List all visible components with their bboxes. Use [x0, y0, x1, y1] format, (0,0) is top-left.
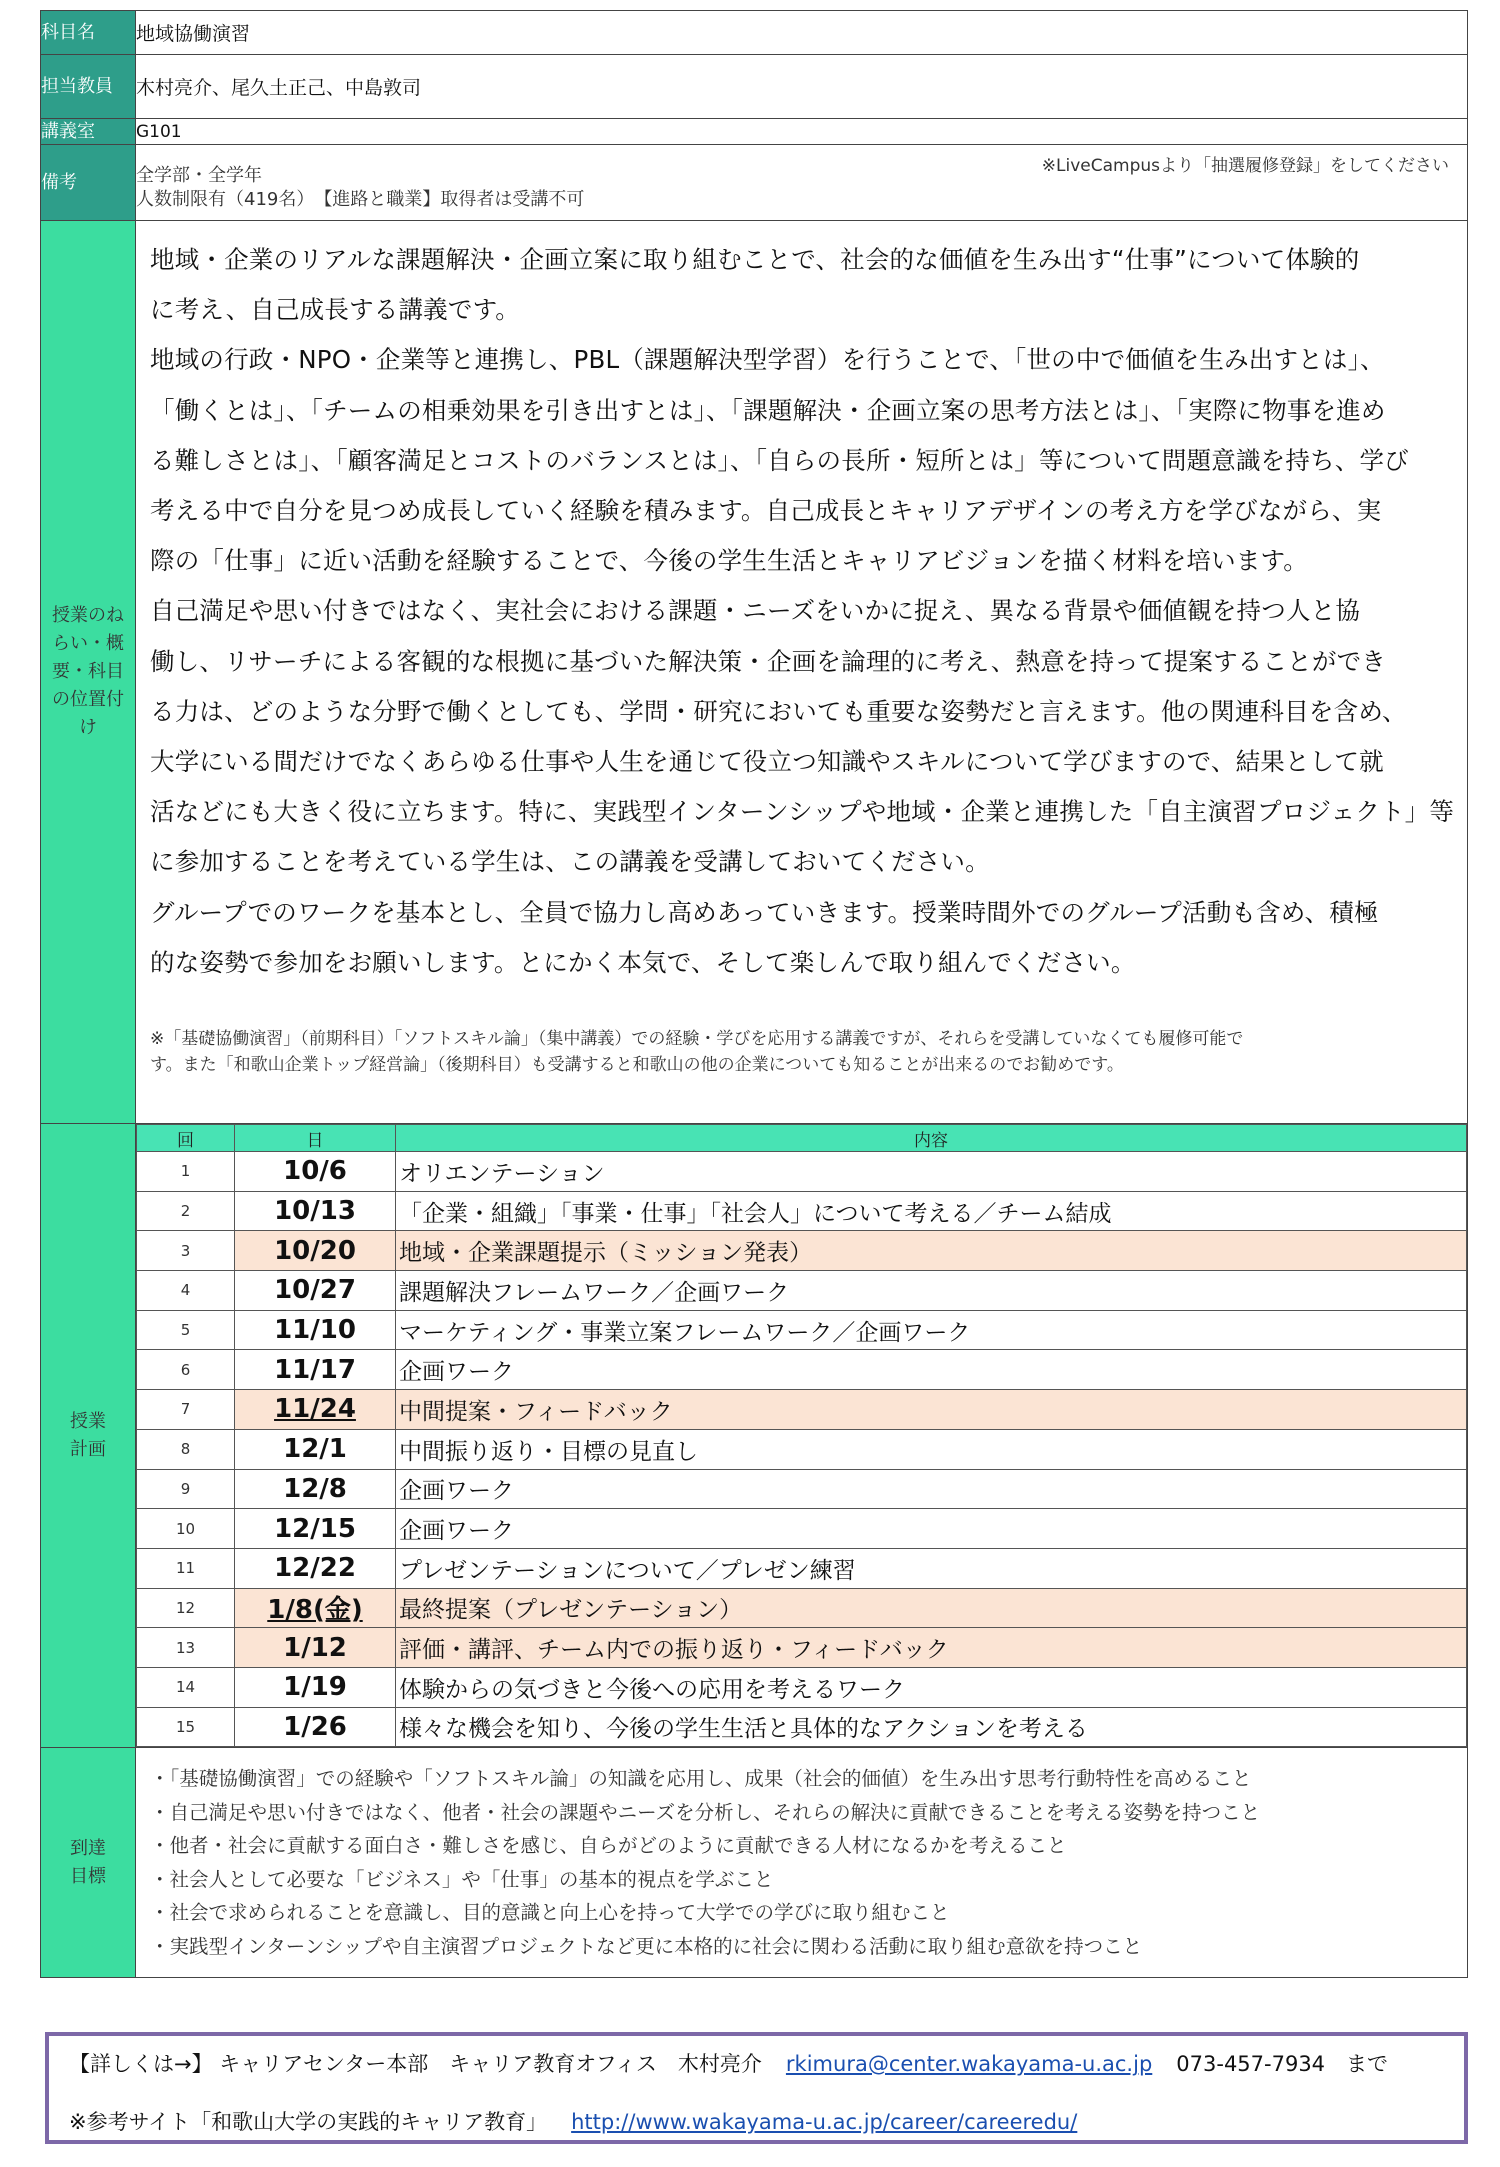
session-date: 11/24: [235, 1390, 396, 1430]
session-date: 12/15: [235, 1509, 396, 1549]
overview-body: [136, 221, 1468, 1124]
room-value: G101: [136, 119, 1468, 145]
overview-line: グループでのワークを基本とし、全員で協力し高めあっていきます。授業時間外でのグループ活動も含め、積極: [150, 897, 1379, 927]
contact-phone: 073-457-7934 まで: [1176, 2052, 1389, 2076]
schedule-header: [137, 1125, 1467, 1152]
schedule-row: [137, 1628, 1467, 1668]
session-content: 中間提案・フィードバック: [396, 1390, 1467, 1430]
session-content: 様々な機会を知り、今後の学生生活と具体的なアクションを考える: [396, 1707, 1467, 1747]
schedule-row: [137, 1667, 1467, 1707]
site-prefix: ※参考サイト「和歌山大学の実践的キャリア教育」: [69, 2110, 548, 2134]
session-number: 12: [137, 1588, 235, 1628]
schedule-row: [137, 1350, 1467, 1390]
overview-line: る難しさとは」、「顧客満足とコストのバランスとは」、「自らの長所・短所とは」等について問題意識を持ち、学び: [150, 445, 1409, 475]
subject-value: 地域協働演習: [136, 11, 1468, 55]
session-number: 9: [137, 1469, 235, 1509]
remarks-label: 備考: [41, 145, 136, 221]
session-date: 11/17: [235, 1350, 396, 1390]
session-date: 10/20: [235, 1231, 396, 1271]
schedule-row: [137, 1429, 1467, 1469]
session-content: オリエンテーション: [396, 1152, 1467, 1192]
overview-line: 考える中で自分を見つめ成長していく経験を積みます。自己成長とキャリアデザインの考え方を学びながら、実: [150, 496, 1382, 526]
remarks-line-2: 人数制限有（419名） 【進路と職業】取得者は受講不可: [136, 188, 585, 210]
room-label: 講義室: [41, 119, 136, 145]
session-date: 10/6: [235, 1152, 396, 1192]
schedule-row: [137, 1509, 1467, 1549]
schedule-row: [137, 1231, 1467, 1271]
subject-label: 科目名: [41, 11, 136, 55]
schedule-row: [137, 1588, 1467, 1628]
session-content: 課題解決フレームワーク／企画ワーク: [396, 1271, 1467, 1311]
goal-item: ・「基礎協働演習」での経験や「ソフトスキル論」の知識を応用し、成果（社会的価値）を生み出す思考行動特性を高めること: [150, 1767, 1252, 1791]
remarks-line-1: 全学部・全学年: [136, 164, 262, 186]
session-number: 7: [137, 1390, 235, 1430]
lottery-notice: ※LiveCampusより「抽選履修登録」をしてください: [1041, 156, 1449, 176]
overview-label: 授業のねらい・概要・科目の位置付け: [41, 221, 136, 1124]
teacher-label: 担当教員: [41, 55, 136, 119]
overview-line: 地域の行政・NPO・企業等と連携し、PBL（課題解決型学習）を行うことで、「世の中で価値を生み出すとは」、: [150, 345, 1385, 375]
session-date: 1/26: [235, 1707, 396, 1747]
session-content: 評価・講評、チーム内での振り返り・フィードバック: [396, 1628, 1467, 1668]
header-content: 内容: [396, 1125, 1467, 1152]
session-number: 13: [137, 1628, 235, 1668]
session-number: 6: [137, 1350, 235, 1390]
session-date: 11/10: [235, 1310, 396, 1350]
session-date: 10/13: [235, 1191, 396, 1231]
session-date: 12/22: [235, 1548, 396, 1588]
session-content: 「企業・組織」「事業・仕事」「社会人」について考える／チーム結成: [396, 1191, 1467, 1231]
session-content: マーケティング・事業立案フレームワーク／企画ワーク: [396, 1310, 1467, 1350]
schedule-row: [137, 1271, 1467, 1311]
session-number: 11: [137, 1548, 235, 1588]
schedule-row: [137, 1548, 1467, 1588]
career-site-link[interactable]: http://www.wakayama-u.ac.jp/career/careeredu/: [571, 2110, 1078, 2134]
goal-item: ・他者・社会に貢献する面白さ・難しさを感じ、自らがどのように貢献できる人材になるかを考えること: [150, 1834, 1067, 1858]
session-content: 企画ワーク: [396, 1509, 1467, 1549]
schedule-row: [137, 1469, 1467, 1509]
schedule-row: [137, 1191, 1467, 1231]
overview-line: 的な姿勢で参加をお願いします。とにかく本気で、そして楽しんで取り組んでください。: [150, 947, 1136, 977]
session-date: 10/27: [235, 1271, 396, 1311]
remarks-value: [136, 145, 1468, 221]
overview-line: 活などにも大きく役に立ちます。特に、実践型インターンシップや地域・企業と連携した「自主演習プロジェクト」等: [150, 797, 1455, 827]
session-content: 中間振り返り・目標の見直し: [396, 1429, 1467, 1469]
overview-line: 地域・企業のリアルな課題解決・企画立案に取り組むことで、社会的な価値を生み出す“仕事”について体験的: [150, 245, 1360, 274]
session-number: 2: [137, 1191, 235, 1231]
session-number: 14: [137, 1667, 235, 1707]
session-number: 15: [137, 1707, 235, 1747]
contact-line: [69, 2050, 1388, 2078]
goals-label: 到達目標: [41, 1748, 136, 1978]
overview-text: [136, 221, 1467, 1078]
header-num: 回: [137, 1125, 235, 1152]
schedule-row: [137, 1152, 1467, 1192]
session-date: 12/8: [235, 1469, 396, 1509]
session-number: 10: [137, 1509, 235, 1549]
overview-line: 大学にいる間だけでなくあらゆる仕事や人生を通じて役立つ知識やスキルについて学びますので、結果として就: [150, 747, 1384, 777]
schedule-label: 授業計画: [41, 1124, 136, 1748]
goals-list: [136, 1748, 1467, 1977]
session-content: 企画ワーク: [396, 1350, 1467, 1390]
schedule-row: [137, 1390, 1467, 1430]
contact-prefix: 【詳しくは→】 キャリアセンター本部 キャリア教育オフィス 木村亮介: [69, 2052, 762, 2076]
session-number: 5: [137, 1310, 235, 1350]
overview-line: 「働くとは」、「チームの相乗効果を引き出すとは」、「課題解決・企画立案の思考方法とは」、「実際に物事を進め: [150, 395, 1386, 425]
session-date: 1/19: [235, 1667, 396, 1707]
session-content: 地域・企業課題提示（ミッション発表）: [396, 1231, 1467, 1271]
session-date: 1/12: [235, 1628, 396, 1668]
overview-line: 際の「仕事」に近い活動を経験することで、今後の学生生活とキャリアビジョンを描く材料を培います。: [150, 546, 1308, 576]
overview-line: る力は、どのような分野で働くとしても、学問・研究においても重要な姿勢だと言えます。他の関連科目を含め、: [150, 696, 1407, 726]
goal-item: ・社会人として必要な「ビジネス」や「仕事」の基本的視点を学ぶこと: [150, 1867, 774, 1891]
overview-line: 自己満足や思い付きではなく、実社会における課題・ニーズをいかに捉え、異なる背景や価値観を持つ人と協: [150, 596, 1361, 626]
session-number: 8: [137, 1429, 235, 1469]
session-content: 体験からの気づきと今後への応用を考えるワーク: [396, 1667, 1467, 1707]
session-content: 企画ワーク: [396, 1469, 1467, 1509]
session-date: 12/1: [235, 1429, 396, 1469]
schedule-cell: [136, 1124, 1468, 1748]
goal-item: ・実践型インターンシップや自主演習プロジェクトなど更に本格的に社会に関わる活動に取り組む意欲を持つこと: [150, 1934, 1143, 1958]
overview-line: に参加することを考えている学生は、この講義を受講しておいてください。: [150, 847, 990, 877]
overview-line: 働し、リサーチによる客観的な根拠に基づいた解決策・企画を論理的に考え、熱意を持って提案することができ: [150, 646, 1386, 676]
goal-item: ・自己満足や思い付きではなく、他者・社会の課題やニーズを分析し、それらの解決に貢献できることを考える姿勢を持つこと: [150, 1800, 1261, 1824]
session-number: 3: [137, 1231, 235, 1271]
syllabus-table: [40, 10, 1468, 1978]
goal-item: ・社会で求められることを意識し、目的意識と向上心を持って大学での学びに取り組むこと: [150, 1901, 950, 1925]
contact-email-link[interactable]: rkimura@center.wakayama-u.ac.jp: [785, 2052, 1153, 2076]
schedule-table: [136, 1124, 1467, 1747]
goals-cell: [136, 1748, 1468, 1978]
overview-line: に考え、自己成長する講義です。: [150, 295, 521, 325]
session-number: 4: [137, 1271, 235, 1311]
schedule-row: [137, 1310, 1467, 1350]
overview-note: す。また「和歌山企業トップ経営論」（後期科目）も受講すると和歌山の他の企業についても知ることが出来るのでお勧めです。: [150, 1055, 1124, 1076]
session-content: 最終提案（プレゼンテーション）: [396, 1588, 1467, 1628]
site-line: [69, 2108, 1077, 2136]
overview-note: ※「基礎協働演習」（前期科目）「ソフトスキル論」（集中講義）での経験・学びを応用する講義ですが、それらを受講していなくても履修可能で: [150, 1029, 1244, 1050]
header-date: 日: [235, 1125, 396, 1152]
session-number: 1: [137, 1152, 235, 1192]
teacher-value: 木村亮介、尾久土正己、中島敦司: [136, 55, 1468, 119]
session-date: 1/8(金): [235, 1588, 396, 1628]
schedule-row: [137, 1707, 1467, 1747]
session-content: プレゼンテーションについて／プレゼン練習: [396, 1548, 1467, 1588]
contact-box: [45, 2032, 1468, 2144]
